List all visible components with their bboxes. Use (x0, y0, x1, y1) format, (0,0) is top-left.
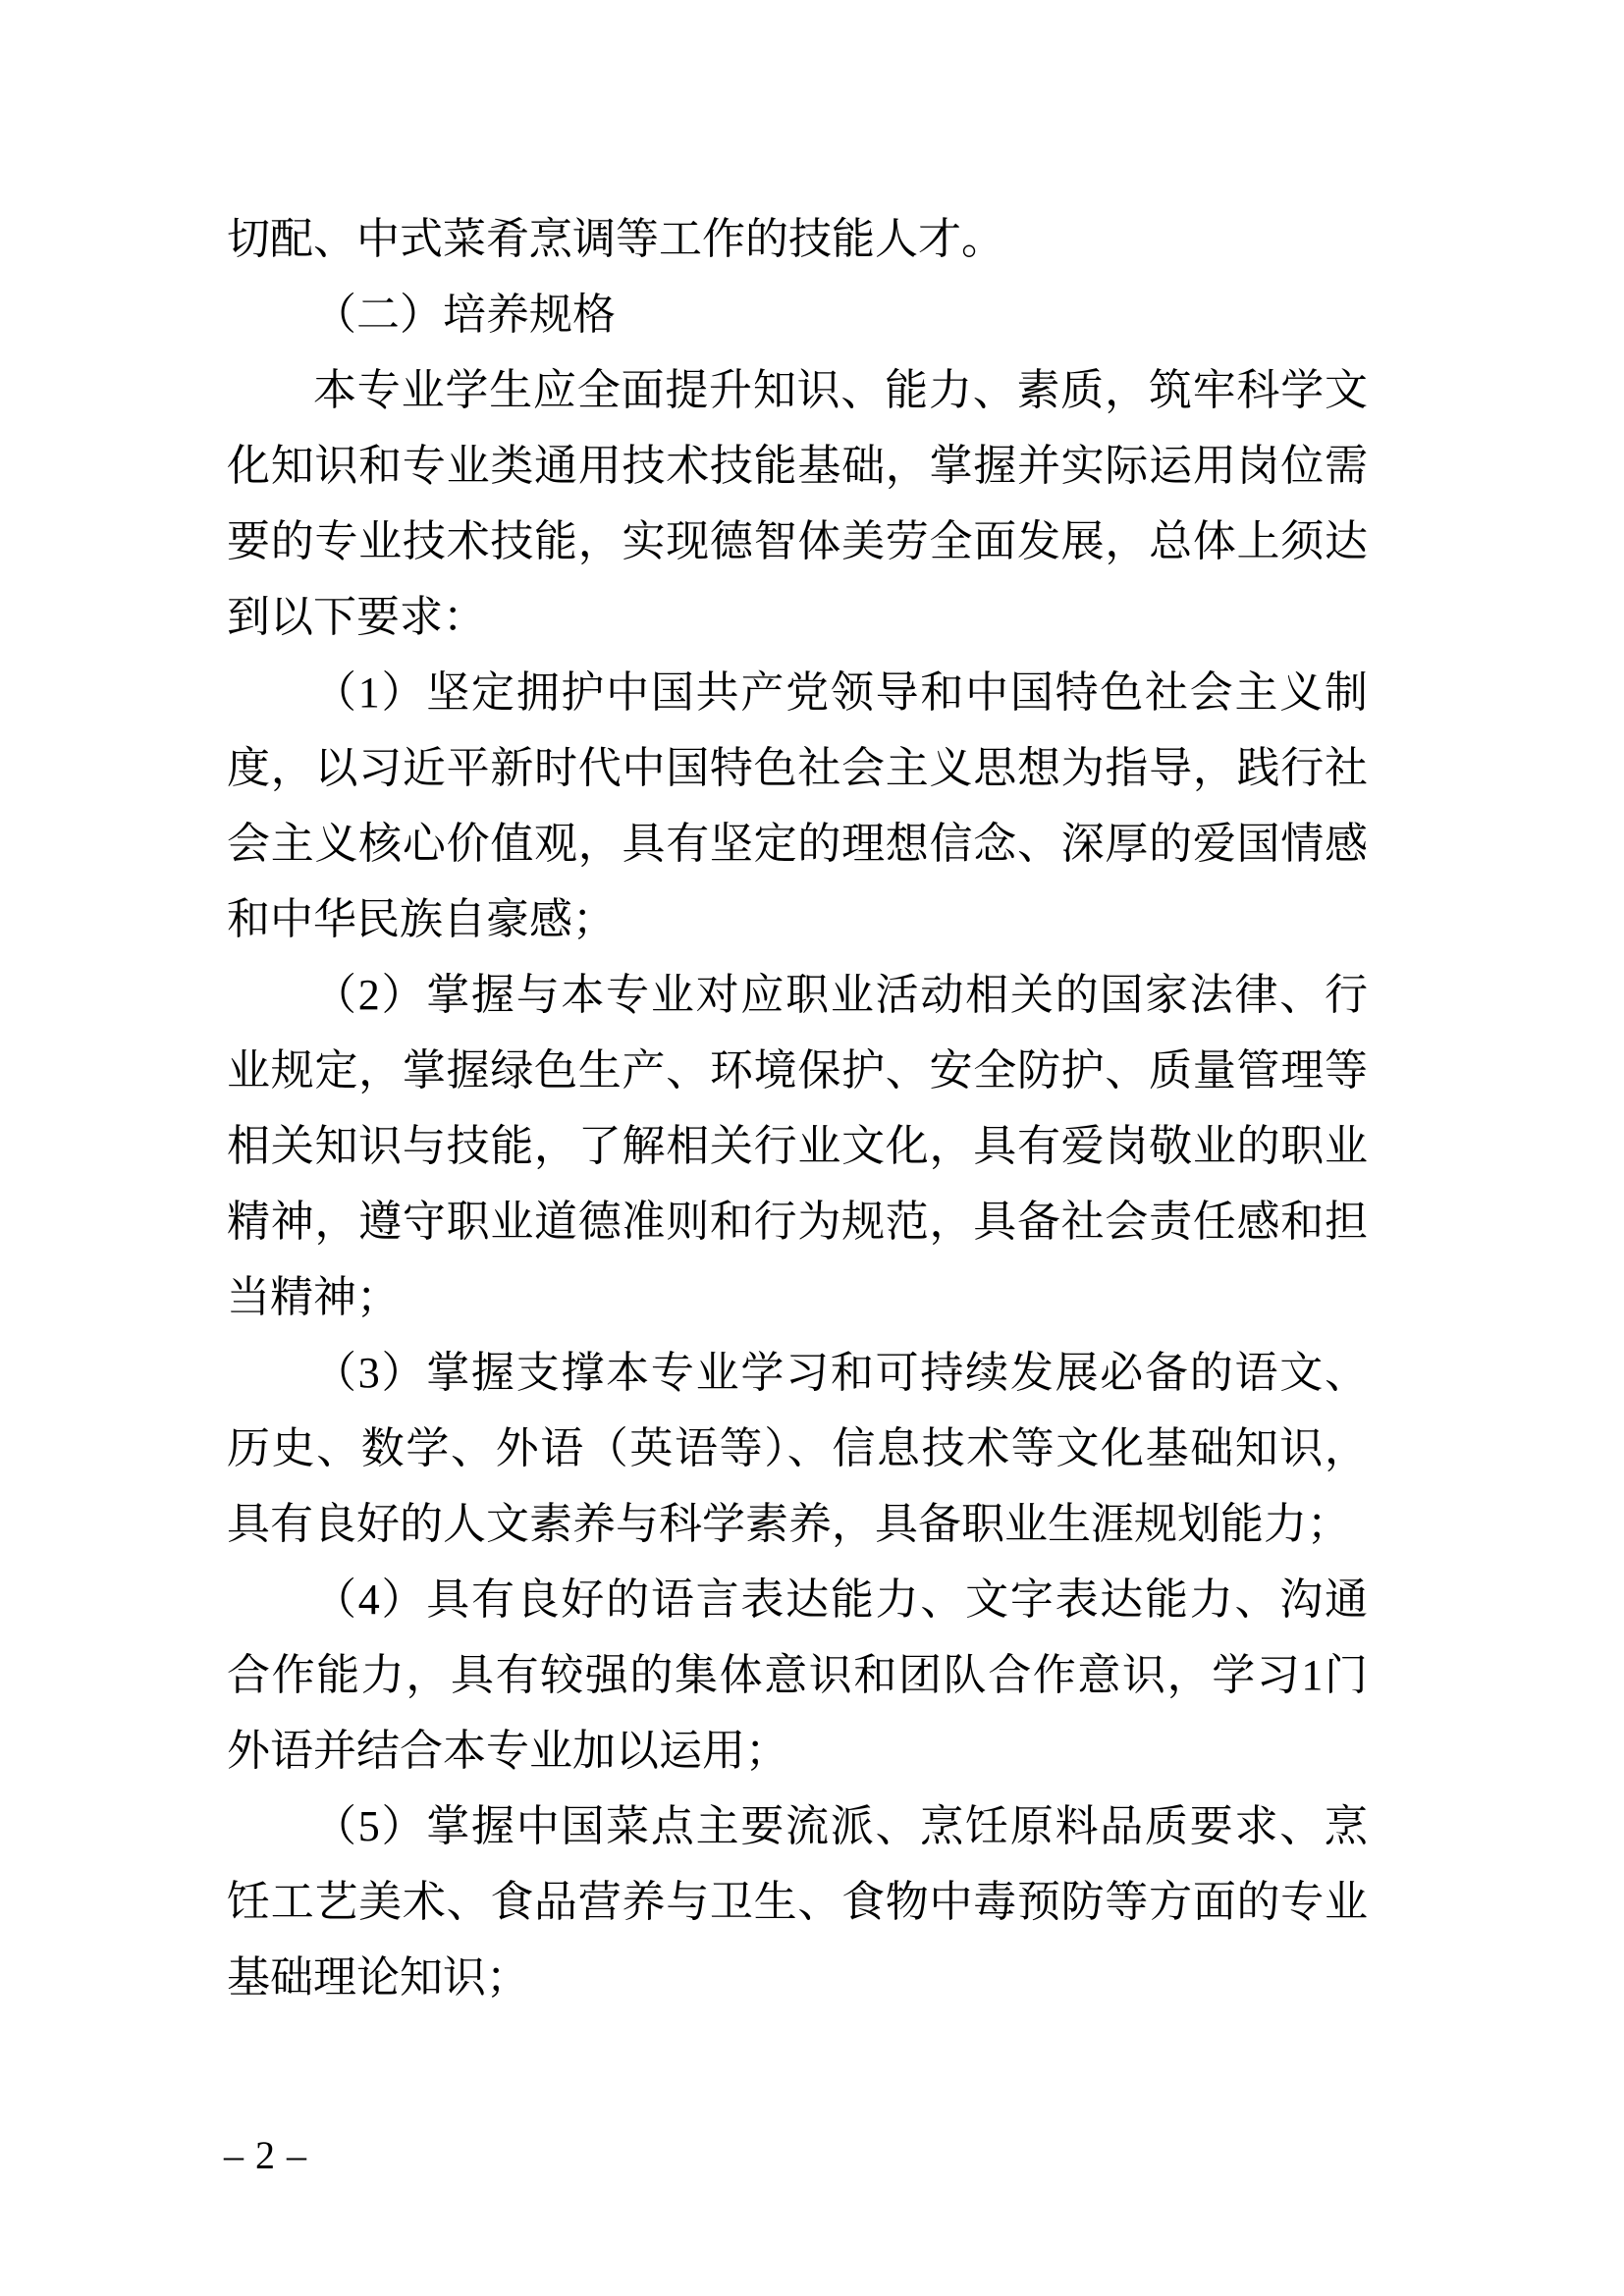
page-footer (224, 2134, 307, 2177)
paragraph: （3）掌握支撑本专业学习和可持续发展必备的语文、历史、数学、外语（英语等）、信息技术等文化基础知识，具有良好的人文素养与科学素养，具备职业生涯规划能力； (227, 1349, 1368, 1548)
paragraph: 切配、中式菜肴烹调等工作的技能人才。 (227, 215, 1004, 263)
paragraph: （4）具有良好的语言表达能力、文字表达能力、沟通合作能力，具有较强的集体意识和团队合作意识，学习1门外语并结合本专业加以运用； (227, 1575, 1368, 1775)
paragraph: （5）掌握中国菜点主要流派、烹饪原料品质要求、烹饪工艺美术、食品营养与卫生、食物中毒预防等方面的专业基础理论知识； (227, 1802, 1368, 2002)
paragraph: （1）坚定拥护中国共产党领导和中国特色社会主义制度，以习近平新时代中国特色社会主义思想为指导，践行社会主义核心价值观，具有坚定的理想信念、深厚的爱国情感和中华民族自豪感； (227, 668, 1368, 943)
paragraph: （二）培养规格 (313, 291, 616, 339)
page-number: – 2 – (224, 2133, 307, 2177)
paragraph: 本专业学生应全面提升知识、能力、素质，筑牢科学文化知识和专业类通用技术技能基础，掌握并实际运用岗位需要的专业技术技能，实现德智体美劳全面发展，总体上须达到以下要求： (227, 366, 1368, 641)
document-body (227, 201, 1368, 2015)
paragraph: （2）掌握与本专业对应职业活动相关的国家法律、行业规定，掌握绿色生产、环境保护、安全防护、质量管理等相关知识与技能，了解相关行业文化，具有爱岗敬业的职业精神，遵守职业道德准则和行为规范，具备社会责任感和担当精神； (227, 971, 1368, 1321)
